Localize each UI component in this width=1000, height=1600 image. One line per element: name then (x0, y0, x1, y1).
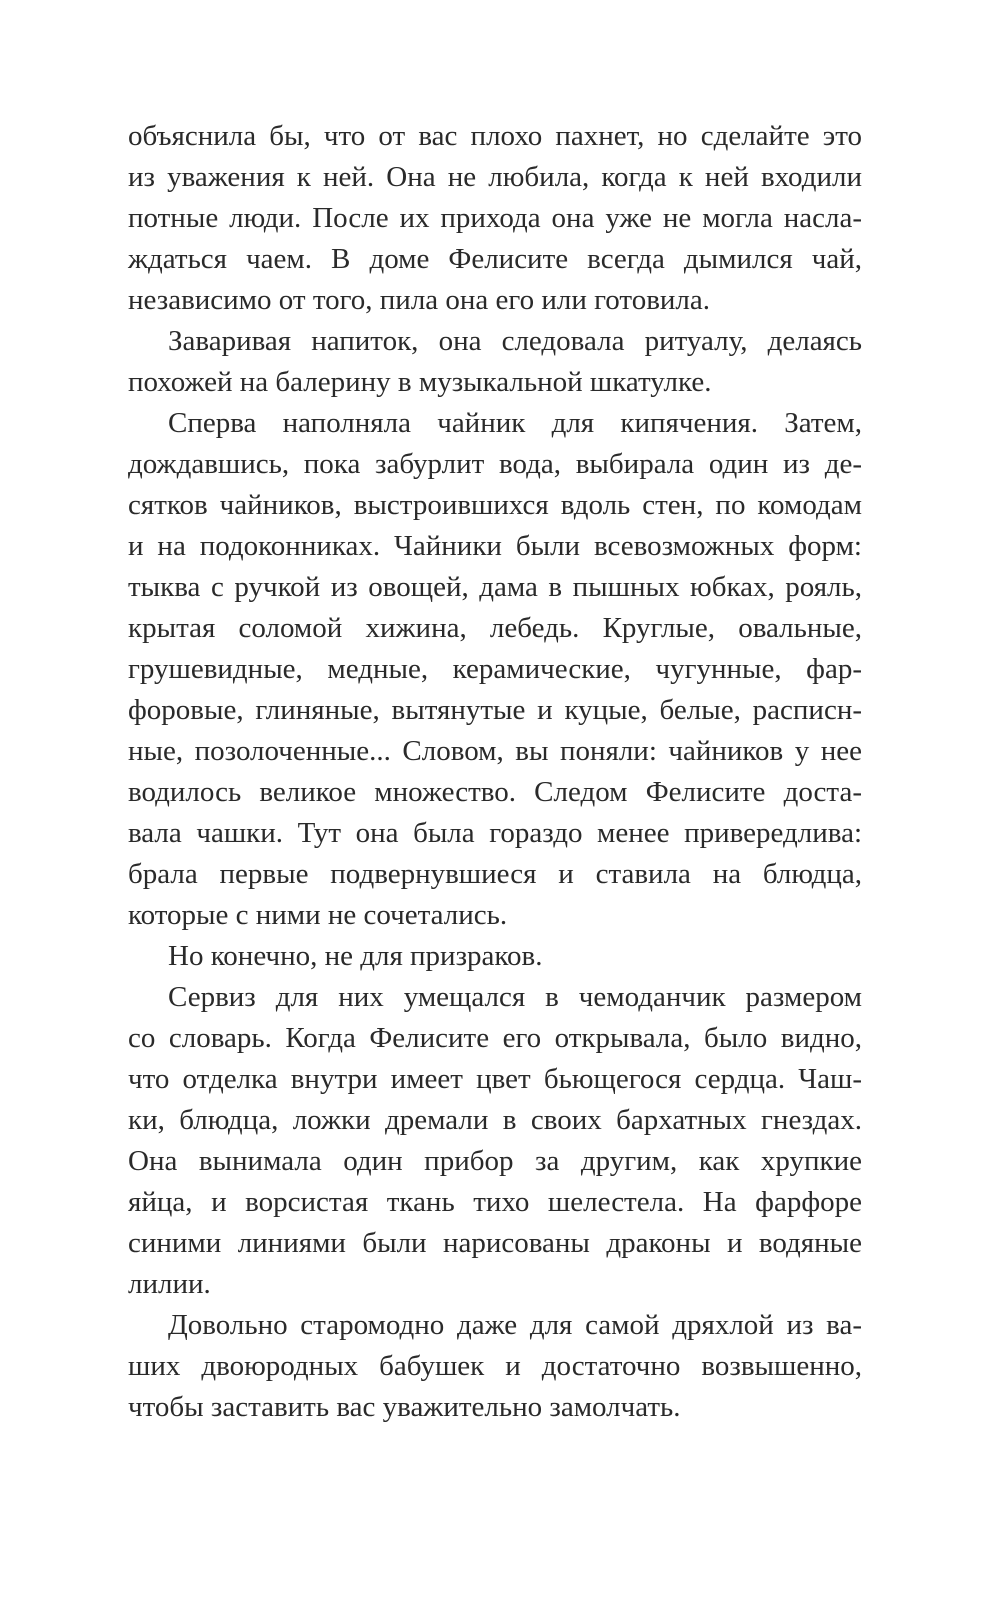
text-line: Сперва наполняла чайник для кипячения. Затем, (168, 407, 862, 439)
text-line: лилии. (128, 1268, 211, 1300)
text-line: дождавшись, пока забурлит вода, выбирала один из де- (128, 448, 862, 480)
text-line: яйца, и ворсистая ткань тихо шелестела. На фарфоре (128, 1186, 862, 1218)
text-line: которые с ними не сочетались. (128, 899, 508, 931)
text-line: брала первые подвернувшиеся и ставила на блюдца, (128, 858, 862, 890)
paragraph-4 (128, 936, 862, 977)
paragraph-1 (128, 116, 862, 321)
text-line: из уважения к ней. Она не любила, когда к ней входили (128, 161, 862, 193)
text-line: и на подоконниках. Чайники были всевозможных форм: (128, 530, 862, 562)
body-text (128, 116, 862, 1428)
text-line: объяснила бы, что от вас плохо пахнет, но сделайте это (128, 120, 862, 152)
text-line: грушевидные, медные, керамические, чугунные, фар- (128, 653, 862, 685)
text-line: Она вынимала один прибор за другим, как хрупкие (128, 1145, 862, 1177)
text-line: потные люди. После их прихода она уже не могла насла- (128, 202, 862, 234)
text-line: Довольно старомодно даже для самой дряхлой из ва- (168, 1309, 862, 1341)
text-line: что отделка внутри имеет цвет бьющегося сердца. Чаш- (128, 1063, 862, 1095)
paragraph-2 (128, 321, 862, 403)
text-line: крытая соломой хижина, лебедь. Круглые, овальные, (128, 612, 862, 644)
text-line: тыква с ручкой из овощей, дама в пышных юбках, рояль, (128, 571, 862, 603)
text-line: сятков чайников, выстроившихся вдоль стен, по комодам (128, 489, 862, 521)
text-line: Но конечно, не для призраков. (168, 940, 543, 972)
text-line: независимо от того, пила она его или готовила. (128, 284, 710, 316)
text-line: ки, блюдца, ложки дремали в своих бархатных гнездах. (128, 1104, 862, 1136)
paragraph-5 (128, 977, 862, 1305)
text-line: со словарь. Когда Фелисите его открывала, было видно, (128, 1022, 862, 1054)
text-line: ные, позолоченные... Словом, вы поняли: чайников у нее (128, 735, 862, 767)
text-line: похожей на балерину в музыкальной шкатулке. (128, 366, 712, 398)
text-line: Заваривая напиток, она следовала ритуалу, делаясь (168, 325, 862, 357)
paragraph-3 (128, 403, 862, 936)
text-line: Сервиз для них умещался в чемоданчик размером (168, 981, 862, 1013)
text-line: ших двоюродных бабушек и достаточно возвышенно, (128, 1350, 862, 1382)
text-line: форовые, глиняные, вытянутые и куцые, белые, расписн- (128, 694, 862, 726)
text-line: вала чашки. Тут она была гораздо менее привередлива: (128, 817, 862, 849)
text-line: синими линиями были нарисованы драконы и водяные (128, 1227, 862, 1259)
text-line: водилось великое множество. Следом Фелисите доста- (128, 776, 862, 808)
text-line: чтобы заставить вас уважительно замолчать. (128, 1391, 681, 1423)
text-line: ждаться чаем. В доме Фелисите всегда дымился чай, (128, 243, 862, 275)
paragraph-6 (128, 1305, 862, 1428)
